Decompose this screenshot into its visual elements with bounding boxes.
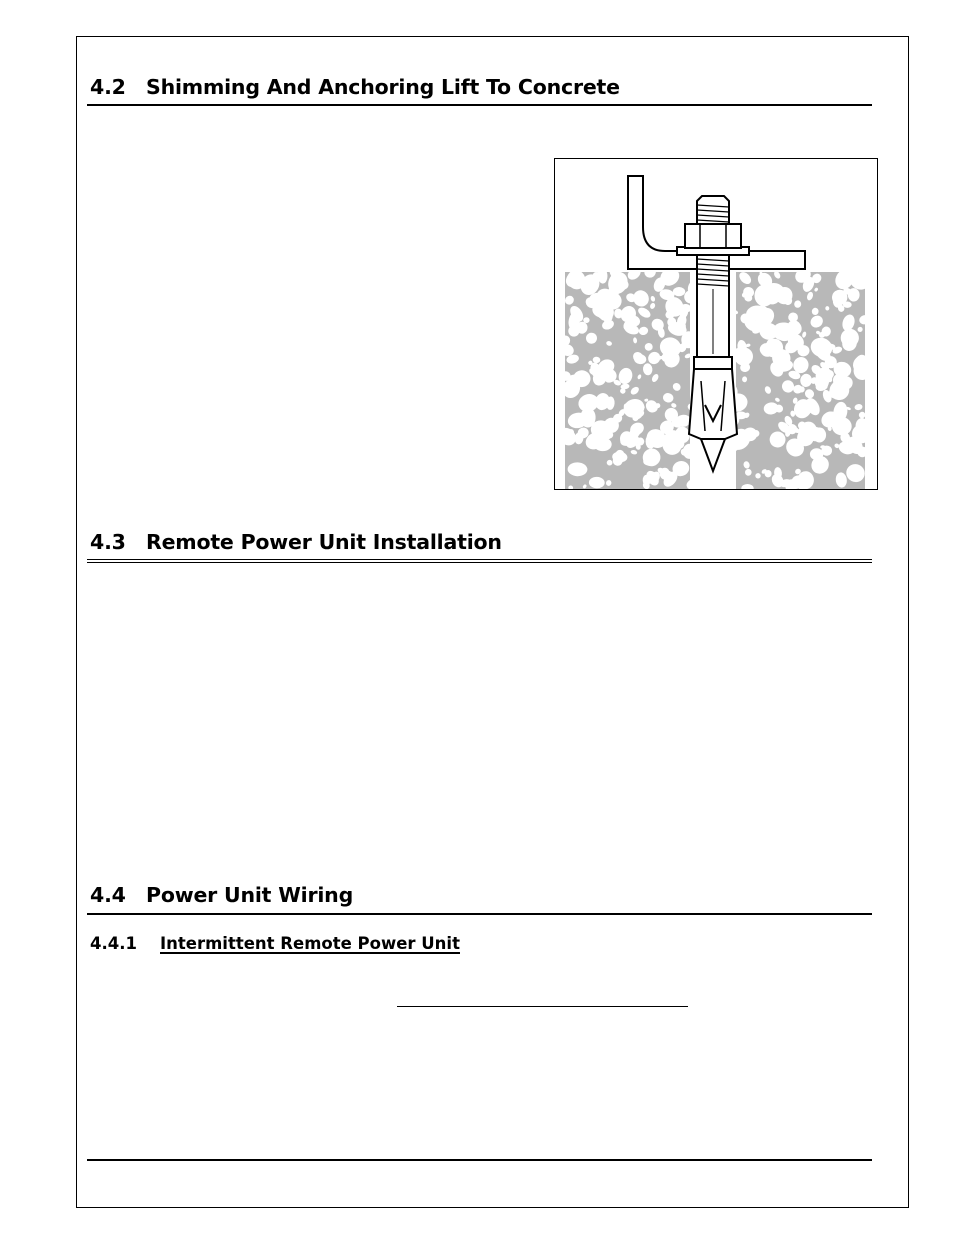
anchor-bolt-illustration [555,159,877,489]
hex-nut [685,224,741,248]
expansion-collar [694,357,732,369]
section-number: 4.2 [90,75,126,99]
section-heading-4-4 [90,883,353,907]
section-title: Remote Power Unit Installation [146,530,502,554]
heading-rule [87,559,872,560]
heading-rule-double [87,562,872,563]
blank-underline [397,1006,688,1007]
section-number: 4.4 [90,883,126,907]
subsection-number: 4.4.1 [90,934,137,953]
heading-rule [87,104,872,106]
section-title: Shimming And Anchoring Lift To Concrete [146,75,620,99]
section-number: 4.3 [90,530,126,554]
anchor-bolt-figure [554,158,878,490]
subsection-title: Intermittent Remote Power Unit [160,934,460,953]
subsection-heading-4-4-1 [90,934,460,953]
aggregate-stone [673,287,685,296]
section-title: Power Unit Wiring [146,883,354,907]
footer-rule [87,1159,872,1161]
section-heading-4-3 [90,530,502,554]
wedge-clip [689,369,737,439]
section-heading-4-2 [90,75,620,99]
heading-rule [87,913,872,915]
